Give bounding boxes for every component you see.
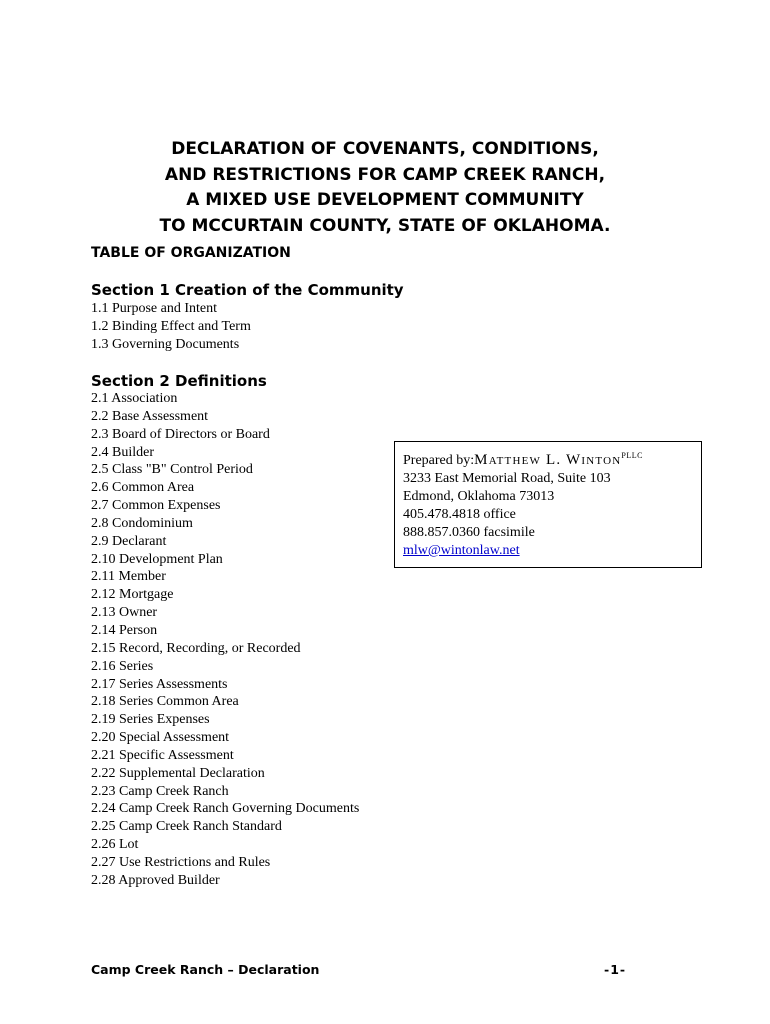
firm-name: Matthew L. Winton — [474, 452, 622, 468]
toc-item: 2.1 Association — [91, 391, 178, 406]
footer-document-name: Camp Creek Ranch – Declaration — [91, 962, 320, 977]
toc-item: 2.14 Person — [91, 622, 158, 638]
toc-item: 2.22 Supplemental Declaration — [91, 765, 265, 781]
prepared-by-label: Prepared by: — [403, 453, 475, 468]
toc-item: 2.27 Use Restrictions and Rules — [91, 854, 271, 870]
title-line: DECLARATION OF COVENANTS, CONDITIONS, — [171, 139, 599, 159]
firm-suffix: PLLC — [621, 451, 643, 460]
title-line: A MIXED USE DEVELOPMENT COMMUNITY — [186, 190, 584, 210]
toc-item: 2.10 Development Plan — [91, 551, 223, 567]
toc-item: 2.17 Series Assessments — [91, 676, 228, 692]
toc-item: 2.25 Camp Creek Ranch Standard — [91, 819, 282, 835]
document-title — [0, 137, 770, 239]
toc-item: 2.18 Series Common Area — [91, 694, 239, 710]
prepared-by-box — [394, 441, 702, 568]
toc-heading: TABLE OF ORGANIZATION — [91, 245, 291, 261]
toc-item: 2.4 Builder — [91, 444, 154, 460]
toc-item: 2.2 Base Assessment — [91, 408, 209, 424]
toc-item: 2.26 Lot — [91, 837, 139, 853]
address-line-2: Edmond, Oklahoma 73013 — [403, 489, 555, 504]
toc-item: 2.21 Specific Assessment — [91, 747, 234, 763]
toc-item: 1.1 Purpose and Intent — [91, 301, 217, 316]
section-1-list — [91, 300, 251, 354]
page-number: -1- — [604, 962, 627, 977]
toc-item: 2.19 Series Expenses — [91, 712, 210, 728]
toc-item: 2.9 Declarant — [91, 533, 167, 549]
email-link[interactable]: mlw@wintonlaw.net — [403, 543, 520, 558]
toc-item: 2.15 Record, Recording, or Recorded — [91, 640, 301, 656]
toc-item: 2.11 Member — [91, 569, 166, 585]
toc-item: 1.2 Binding Effect and Term — [91, 318, 251, 334]
prepared-by-line — [403, 447, 701, 470]
title-line: TO MCCURTAIN COUNTY, STATE OF OKLAHOMA. — [159, 215, 611, 236]
toc-item: 2.8 Condominium — [91, 515, 193, 531]
toc-item: 1.3 Governing Documents — [91, 336, 240, 352]
toc-item: 2.20 Special Assessment — [91, 730, 230, 746]
phone-number: 405.478.4818 office — [403, 507, 516, 522]
toc-item: 2.7 Common Expenses — [91, 498, 221, 514]
title-line: AND RESTRICTIONS FOR CAMP CREEK RANCH, — [164, 164, 606, 185]
toc-item: 2.3 Board of Directors or Board — [91, 426, 270, 442]
section-2-heading: Section 2 Definitions — [91, 372, 267, 390]
toc-item: 2.6 Common Area — [91, 480, 195, 496]
toc-item: 2.5 Class "B" Control Period — [91, 462, 253, 478]
toc-item: 2.13 Owner — [91, 605, 158, 621]
toc-item: 2.23 Camp Creek Ranch — [91, 783, 229, 799]
toc-item: 2.24 Camp Creek Ranch Governing Documents — [91, 801, 360, 817]
address-line-1: 3233 East Memorial Road, Suite 103 — [403, 471, 611, 486]
toc-item: 2.16 Series — [91, 658, 154, 674]
toc-item: 2.12 Mortgage — [91, 587, 174, 603]
fax-number: 888.857.0360 facsimile — [403, 525, 535, 540]
section-1-heading: Section 1 Creation of the Community — [91, 281, 404, 299]
toc-item: 2.28 Approved Builder — [91, 872, 220, 888]
section-2-list — [91, 390, 359, 890]
